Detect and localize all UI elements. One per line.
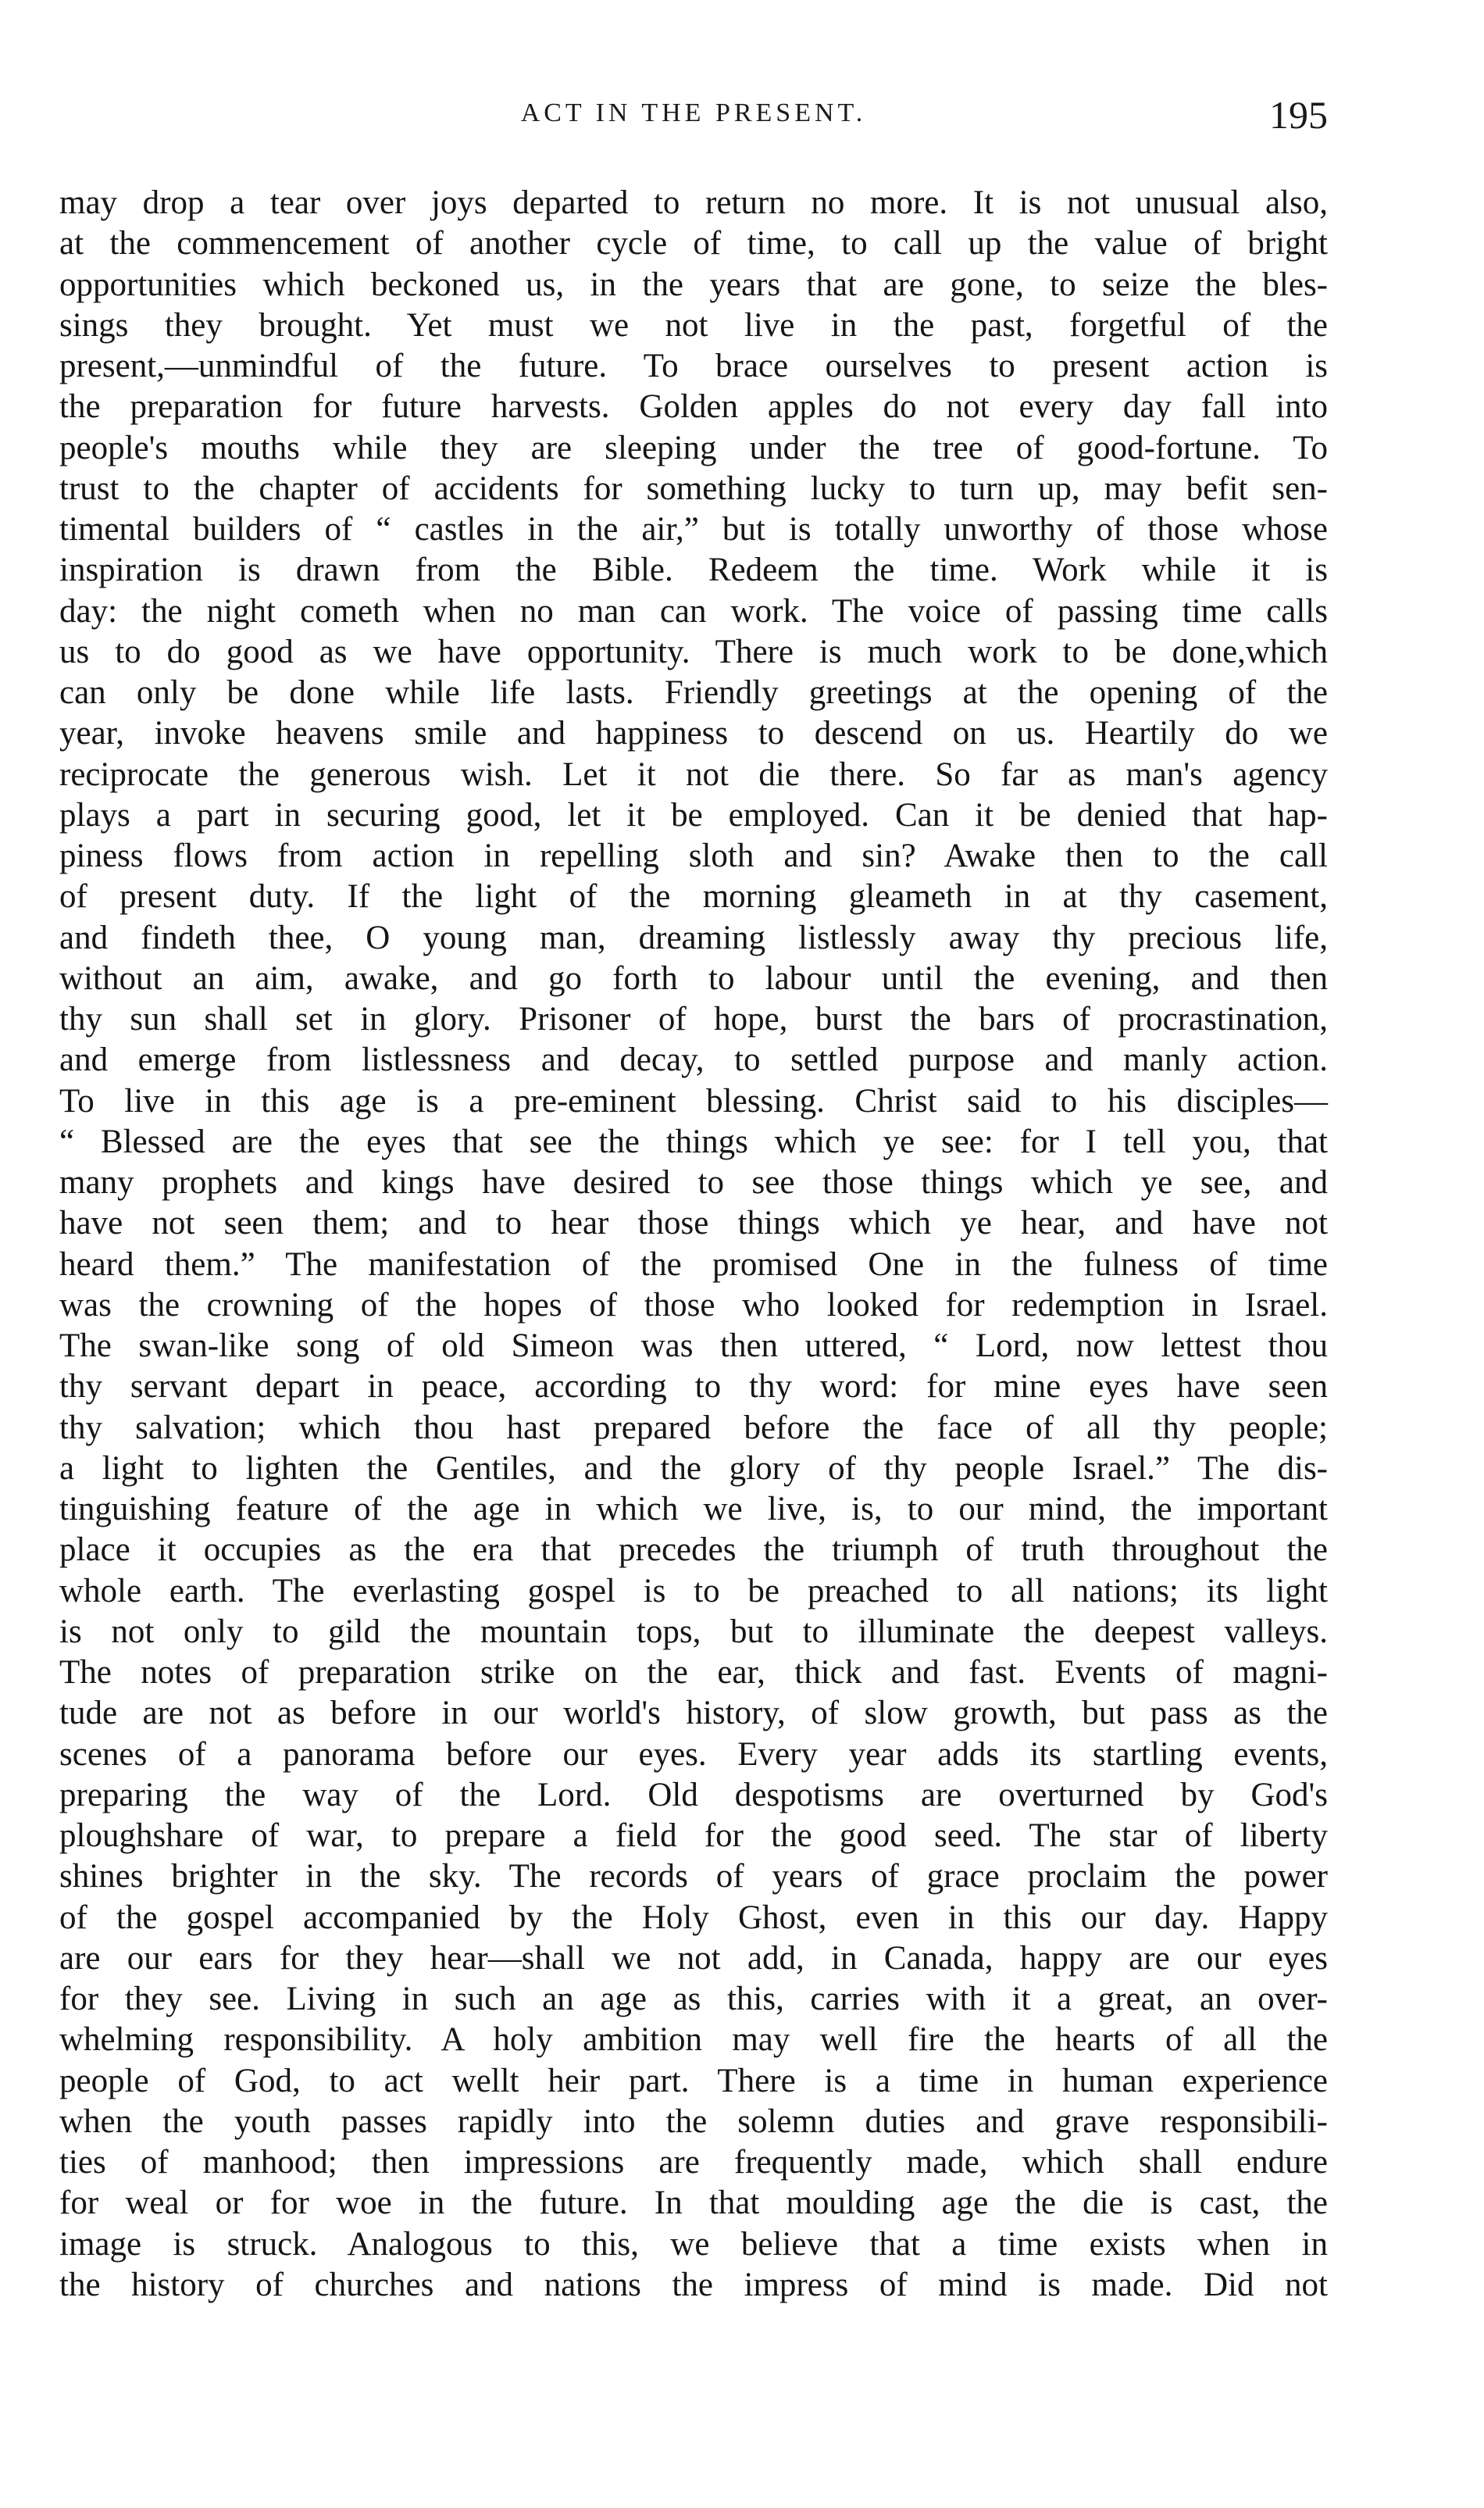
- text-line: thy sun shall set in glory. Prisoner of hope, burst the bars of procrastination,: [59, 1001, 1328, 1038]
- text-line: present,—unmindful of the future. To brace ourselves to present action is: [59, 348, 1328, 384]
- text-line: for weal or for woe in the future. In that moulding age the die is cast, the: [59, 2185, 1328, 2222]
- running-head: [59, 92, 1328, 139]
- text-line: without an aim, awake, and go forth to labour until the evening, and then: [59, 959, 1328, 997]
- text-line: can only be done while life lasts. Friendly greetings at the opening of the: [59, 674, 1328, 711]
- text-line: was the crowning of the hopes of those who looked for redemption in Israel.: [59, 1286, 1328, 1324]
- body-text: [59, 183, 1328, 2306]
- text-line: preparing the way of the Lord. Old despotisms are overturned by God's: [59, 1776, 1328, 1813]
- text-line: trust to the chapter of accidents for something lucky to turn up, may befit sen-: [59, 470, 1328, 507]
- text-line: thy salvation; which thou hast prepared before the face of all thy people;: [59, 1409, 1328, 1446]
- text-line: inspiration is drawn from the Bible. Redeem the time. Work while it is: [59, 552, 1328, 589]
- text-line: whole earth. The everlasting gospel is to be preached to all nations; its light: [59, 1572, 1328, 1609]
- text-line: many prophets and kings have desired to see those things which ye see, and: [59, 1164, 1328, 1201]
- text-line: whelming responsibility. A holy ambition may well fire the hearts of all the: [59, 2021, 1328, 2059]
- text-line: image is struck. Analogous to this, we believe that a time exists when in: [59, 2225, 1328, 2263]
- text-line: when the youth passes rapidly into the solemn duties and grave responsibili-: [59, 2103, 1328, 2140]
- text-line: piness flows from action in repelling sloth and sin? Awake then to the call: [59, 838, 1328, 874]
- text-line: “ Blessed are the eyes that see the things which ye see: for I tell you, that: [59, 1123, 1328, 1160]
- text-line: opportunities which beckoned us, in the years that are gone, to seize the bles-: [59, 266, 1328, 303]
- text-line: at the commencement of another cycle of time, to call up the value of bright: [59, 225, 1328, 263]
- page-number: 195: [1269, 93, 1328, 137]
- text-line: The swan-like song of old Simeon was then uttered, “ Lord, now lettest thou: [59, 1327, 1328, 1364]
- text-line: sings they brought. Yet must we not live in the past, forgetful of the: [59, 306, 1328, 344]
- text-line: of the gospel accompanied by the Holy Ghost, even in this our day. Happy: [59, 1899, 1328, 1936]
- text-line: place it occupies as the era that precedes the triumph of truth throughout the: [59, 1531, 1328, 1569]
- text-line: the preparation for future harvests. Golden apples do not every day fall into: [59, 388, 1328, 426]
- text-line: To live in this age is a pre-eminent blessing. Christ said to his disciples—: [59, 1082, 1328, 1120]
- text-line: thy servant depart in peace, according to thy word: for mine eyes have seen: [59, 1368, 1328, 1406]
- text-line: year, invoke heavens smile and happiness to descend on us. Heartily do we: [59, 715, 1328, 752]
- text-line: is not only to gild the mountain tops, but to illuminate the deepest valleys.: [59, 1613, 1328, 1650]
- text-line: reciprocate the generous wish. Let it not die there. So far as man's agency: [59, 756, 1328, 793]
- text-line: and emerge from listlessness and decay, to settled purpose and manly action.: [59, 1041, 1328, 1079]
- text-line: of present duty. If the light of the morning gleameth in at thy casement,: [59, 878, 1328, 916]
- text-line: a light to lighten the Gentiles, and the glory of thy people Israel.” The dis-: [59, 1449, 1328, 1487]
- text-line: The notes of preparation strike on the ear, thick and fast. Events of magni-: [59, 1654, 1328, 1691]
- text-line: tude are not as before in our world's history, of slow growth, but pass as the: [59, 1695, 1328, 1732]
- text-line: shines brighter in the sky. The records of years of grace proclaim the power: [59, 1858, 1328, 1895]
- text-line: ties of manhood; then impressions are frequently made, which shall endure: [59, 2144, 1328, 2181]
- text-line: us to do good as we have opportunity. There is much work to be done,which: [59, 633, 1328, 670]
- text-line: heard them.” The manifestation of the promised One in the fulness of time: [59, 1245, 1328, 1283]
- text-line: tinguishing feature of the age in which we live, is, to our mind, the important: [59, 1491, 1328, 1527]
- text-line: and findeth thee, O young man, dreaming listlessly away thy precious life,: [59, 919, 1328, 956]
- text-line: plays a part in securing good, let it be employed. Can it be denied that hap-: [59, 796, 1328, 834]
- text-line: timental builders of “ castles in the air,” but is totally unworthy of those whose: [59, 511, 1328, 548]
- text-line: have not seen them; and to hear those things which ye hear, and have not: [59, 1205, 1328, 1242]
- text-line: may drop a tear over joys departed to return no more. It is not unusual also,: [59, 184, 1328, 221]
- text-line: day: the night cometh when no man can work. The voice of passing time calls: [59, 592, 1328, 630]
- text-line: people of God, to act wellt heir part. There is a time in human experience: [59, 2062, 1328, 2099]
- text-line: ploughshare of war, to prepare a field for the good seed. The star of liberty: [59, 1817, 1328, 1854]
- text-line: people's mouths while they are sleeping under the tree of good-fortune. To: [59, 429, 1328, 466]
- text-line: are our ears for they hear—shall we not add, in Canada, happy are our eyes: [59, 1939, 1328, 1977]
- text-line: for they see. Living in such an age as this, carries with it a great, an over-: [59, 1981, 1328, 2017]
- text-line: scenes of a panorama before our eyes. Every year adds its startling events,: [59, 1735, 1328, 1773]
- running-title: ACT IN THE PRESENT.: [520, 98, 867, 127]
- text-line: the history of churches and nations the impress of mind is made. Did not: [59, 2266, 1328, 2303]
